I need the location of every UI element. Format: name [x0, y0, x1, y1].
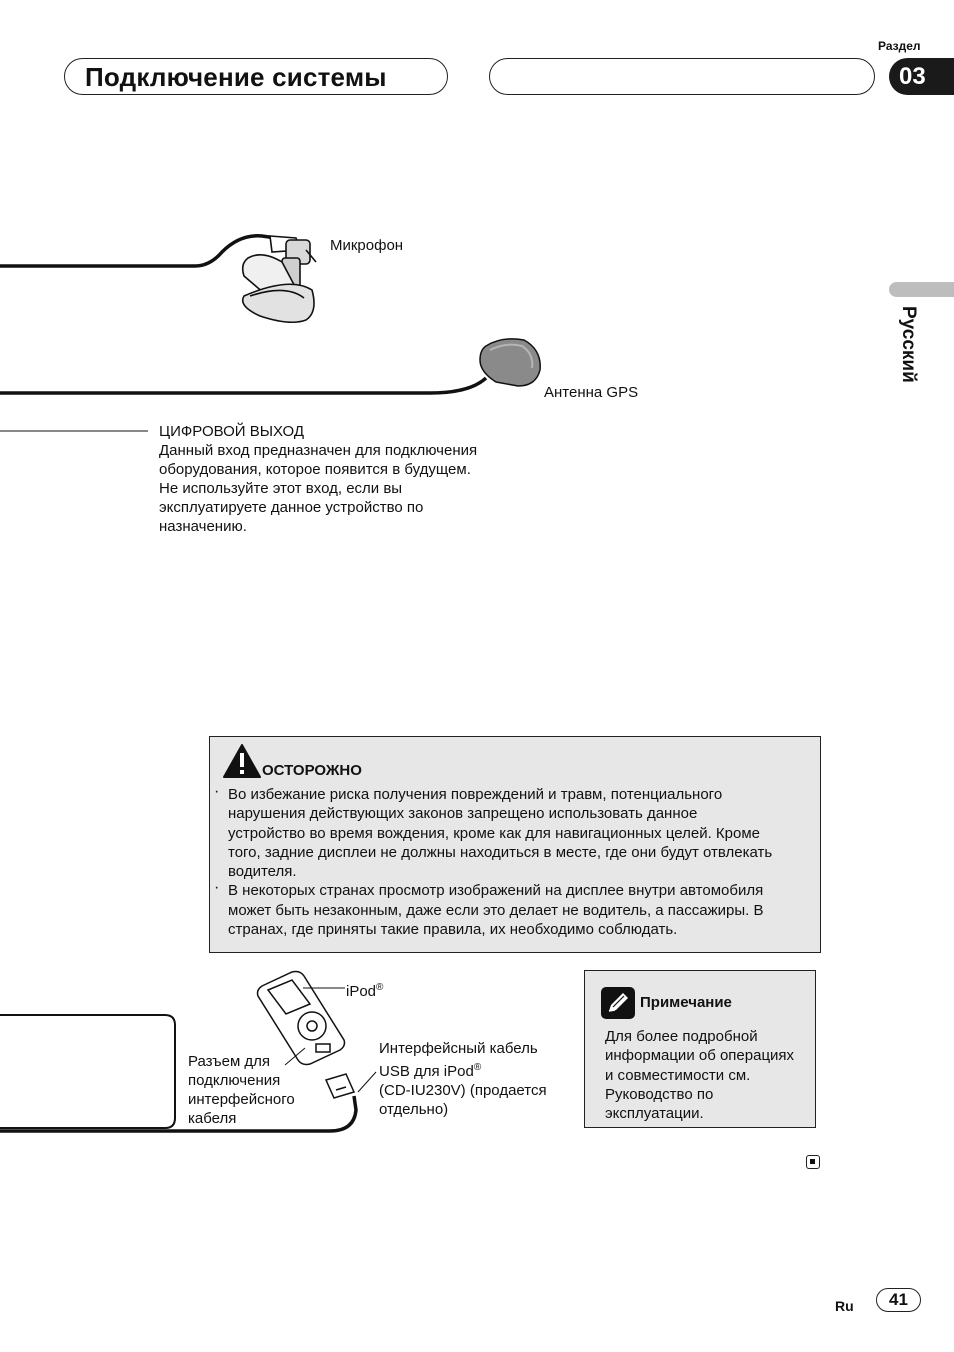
section-number: 03	[889, 58, 954, 95]
caution-item-1-line-3: устройство во время вождения, кроме как для навигационных целей. Кроме	[228, 824, 761, 842]
caution-box	[209, 736, 821, 953]
digital-out-line-3: Не используйте этот вход, если вы	[159, 480, 403, 497]
section-label: Раздел	[878, 39, 921, 53]
caution-item-2-line-1: · В некоторых странах просмотр изображений на дисплее внутри автомобиля	[228, 882, 764, 900]
language-label: Русский	[898, 306, 919, 383]
gps-antenna-icon	[480, 339, 540, 386]
gps-antenna-label: Антенна GPS	[544, 384, 639, 401]
caution-item	[214, 785, 810, 881]
usb-cable-label-line-4: отдельно)	[379, 1101, 449, 1118]
caution-item-1-line-1: · Во избежание риска получения повреждений и травм, потенциального	[228, 786, 723, 803]
ipod-label-text: iPod	[346, 983, 377, 1000]
note-line-3: и совместимости см.	[605, 1066, 751, 1084]
usb-cable-label-line-3: (CD-IU230V) (продается	[379, 1082, 547, 1099]
page-number: 41	[876, 1288, 921, 1312]
gps-cable	[0, 378, 486, 393]
note-line-1: Для более подробной	[605, 1028, 758, 1045]
microphone-icon	[243, 236, 316, 322]
note-body	[605, 1027, 815, 1123]
note-box	[584, 970, 816, 1128]
note-line-5: эксплуатации.	[605, 1105, 704, 1123]
caution-list	[214, 785, 810, 939]
ipod-connector-cable	[0, 1015, 175, 1128]
digital-out-line-2: оборудования, которое появится в будущем.	[159, 461, 471, 478]
connector-label-line-1: Разъем для	[188, 1053, 271, 1070]
connector-label-line-4: кабеля	[188, 1110, 237, 1127]
usb-cable-label-line-2-text: USB для iPod	[379, 1063, 474, 1080]
microphone-label: Микрофон	[330, 237, 404, 254]
caution-item-2-line-3: странах, где приняты такие правила, их необходимо соблюдать.	[228, 921, 678, 939]
note-line-2: информации об операциях	[605, 1047, 795, 1065]
ipod-icon	[258, 972, 345, 1065]
digital-out-title: ЦИФРОВОЙ ВЫХОД	[159, 423, 305, 440]
usb-cable-label	[379, 1039, 547, 1119]
connector-label-line-2: подключения	[188, 1072, 281, 1089]
page-title: Подключение системы	[85, 62, 387, 92]
digital-out-line-4: эксплуатируете данное устройство по	[159, 499, 424, 516]
connector-label	[188, 1052, 295, 1128]
digital-out-line-5: назначению.	[159, 518, 247, 535]
ipod-reg-mark: ®	[376, 982, 384, 993]
digital-out-text	[159, 441, 477, 536]
caution-title: ОСТОРОЖНО	[262, 762, 362, 779]
warning-icon	[222, 743, 262, 779]
note-line-4: Руководство по	[605, 1085, 714, 1103]
caution-item-1-line-2: нарушения действующих законов запрещено использовать данное	[228, 805, 698, 823]
note-pencil-icon	[601, 987, 635, 1019]
caution-item	[214, 881, 810, 939]
footer-lang-code: Ru	[835, 1298, 854, 1314]
cable-leader-line	[358, 1072, 376, 1092]
end-of-section-icon	[806, 1155, 820, 1169]
caution-item-1-line-4: того, задние дисплеи не должны находиться в месте, где они будут отвлекать	[228, 843, 773, 861]
caution-item-1-line-5: водителя.	[228, 863, 297, 881]
microphone-cable	[0, 236, 276, 266]
digital-out-line-1: Данный вход предназначен для подключения	[159, 442, 478, 459]
usb-cable	[0, 1096, 356, 1131]
connector-label-line-3: интерфейсного	[188, 1091, 295, 1108]
caution-item-2-line-2: может быть незаконным, даже если это делает не водитель, а пассажиры. В	[228, 901, 764, 919]
usb-cable-reg-mark: ®	[473, 1062, 482, 1073]
usb-cable-label-line-2	[379, 1058, 547, 1081]
ipod-label	[346, 978, 383, 1001]
usb-cable-label-line-1: Интерфейсный кабель	[379, 1040, 538, 1057]
note-title: Примечание	[640, 994, 732, 1011]
